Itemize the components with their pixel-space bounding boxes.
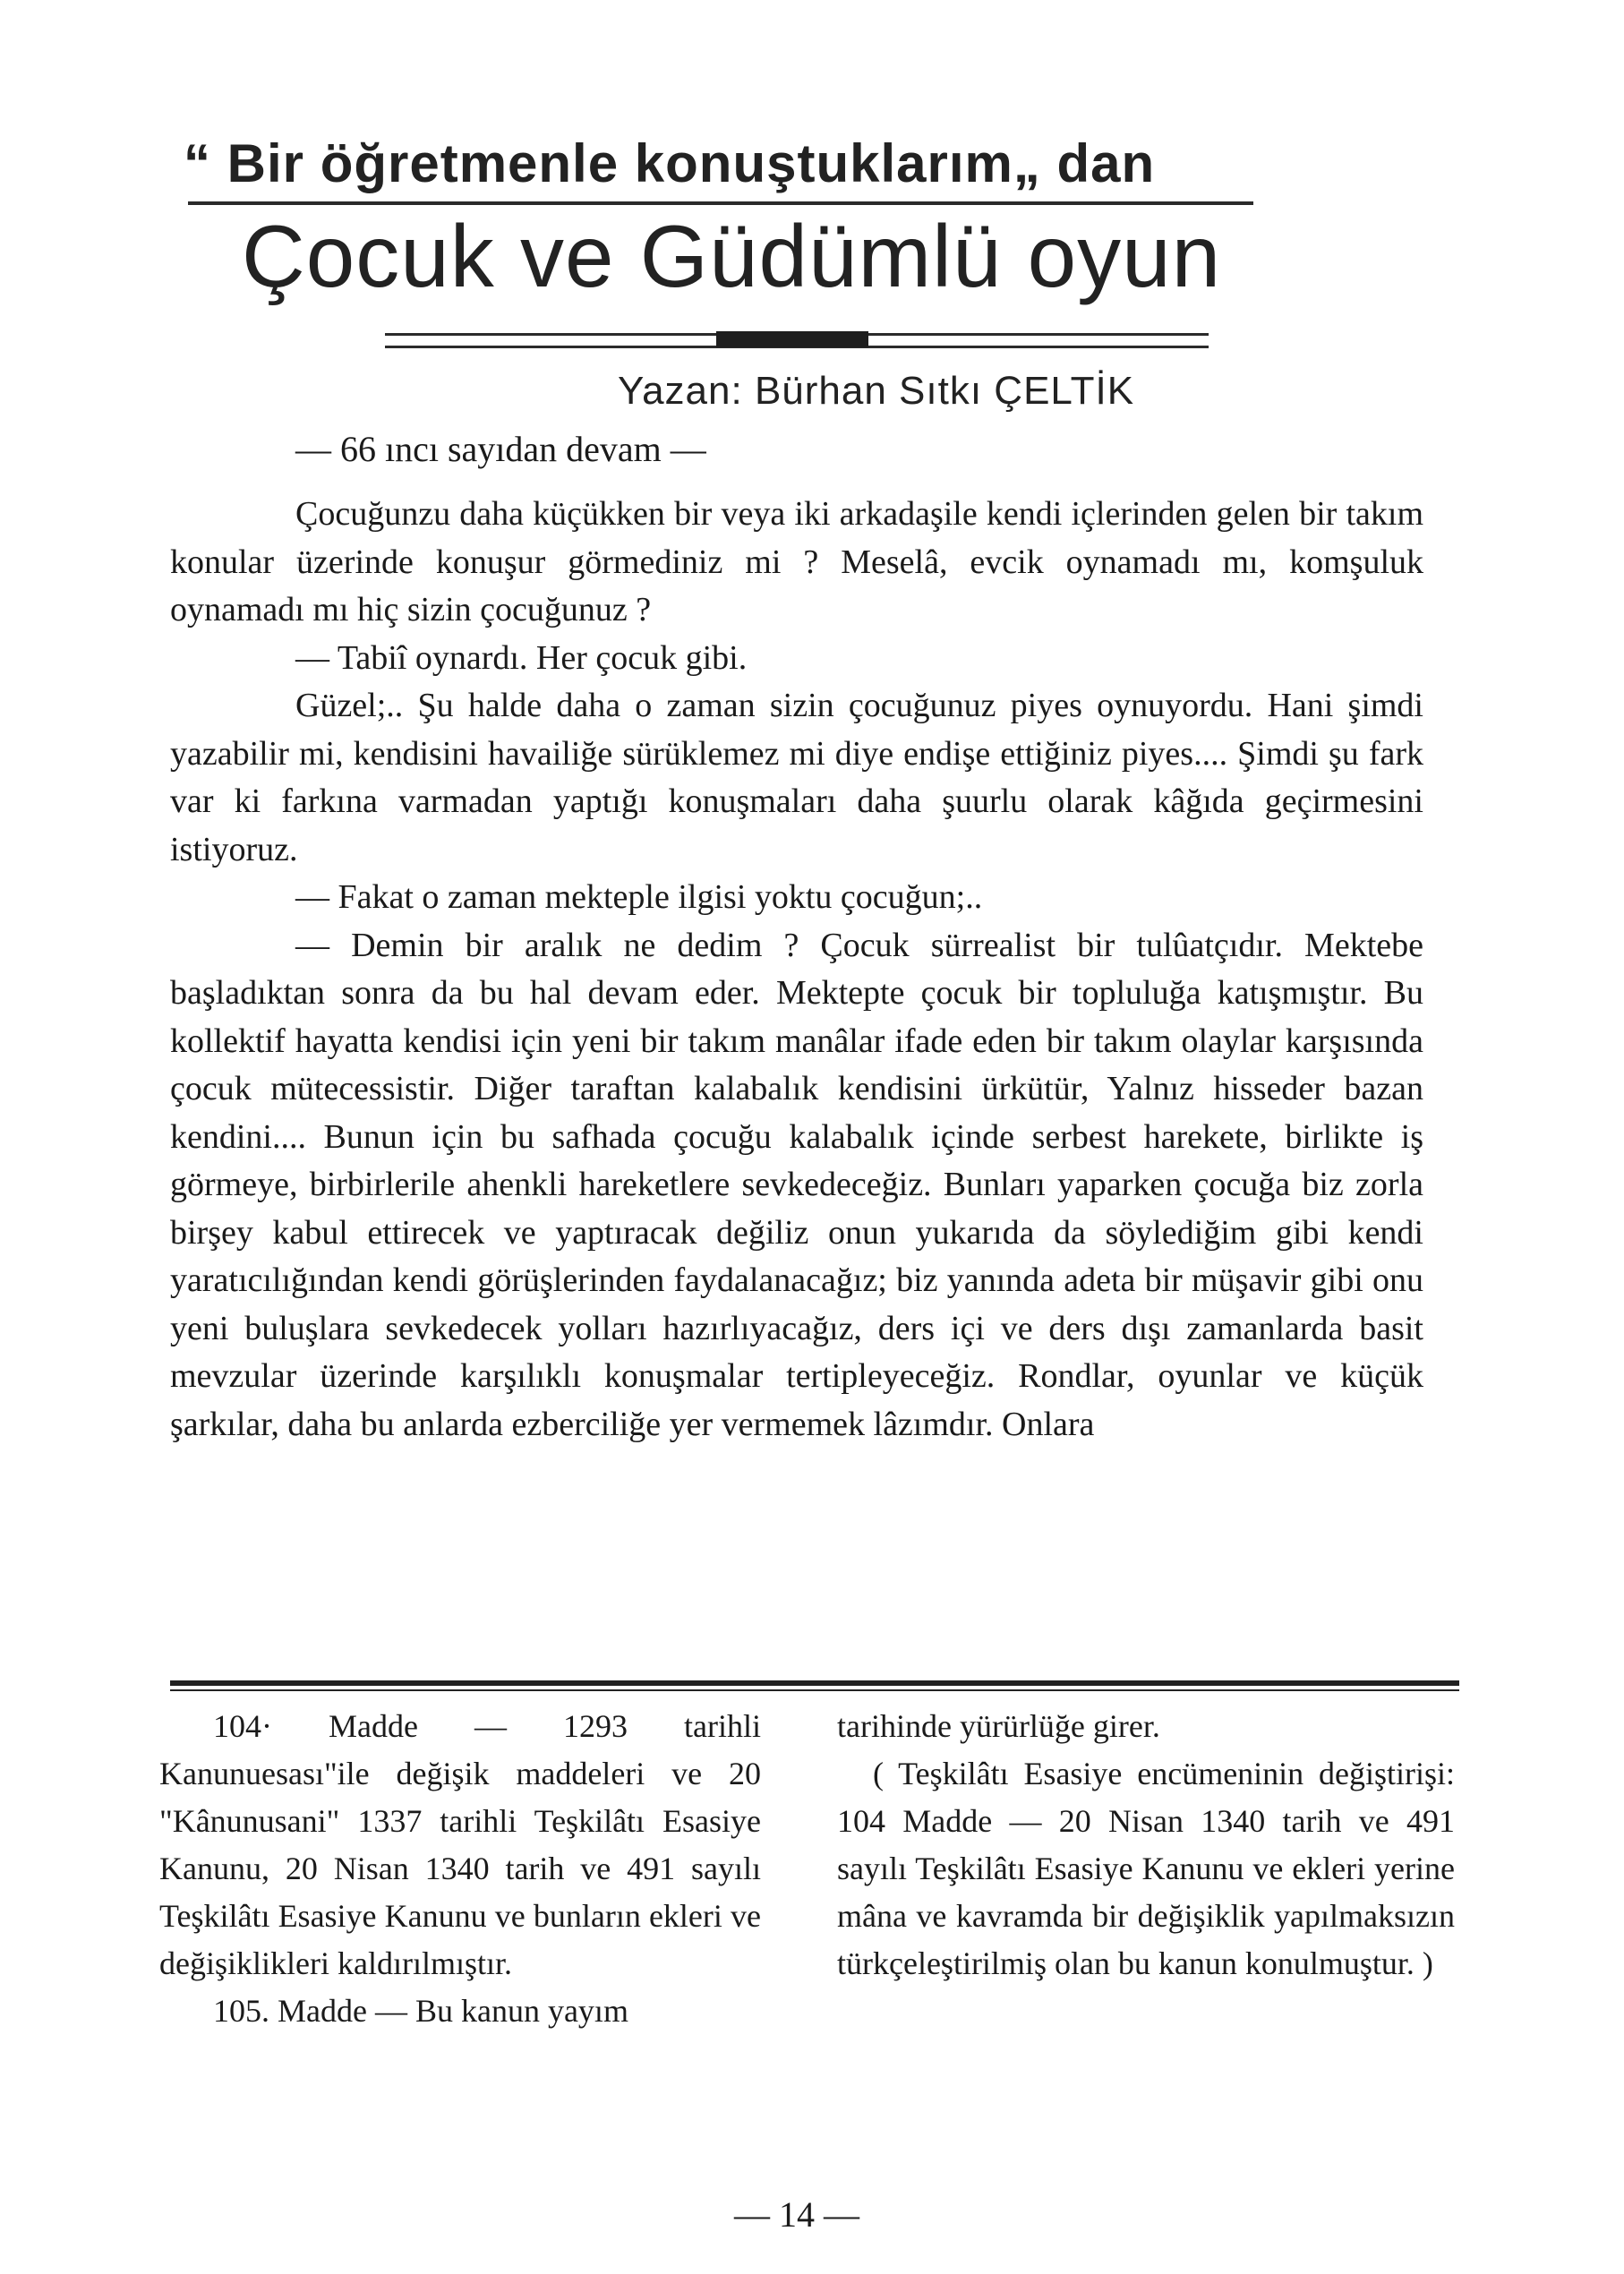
title-rule-ornament (716, 331, 868, 347)
article-body (170, 491, 1423, 1449)
series-title: “ Bir öğretmenle konuştuklarım„ dan (184, 133, 1156, 193)
footnote-separator-thin (170, 1689, 1459, 1691)
footnote-paragraph: tarihinde yürürlüğe girer. (837, 1708, 1160, 1744)
continued-note: — 66 ıncı sayıdan devam — (295, 429, 706, 469)
footnote-right-column (837, 1703, 1455, 1988)
footnote-paragraph: 105. Madde — Bu kanun yayım (213, 1993, 628, 2029)
footnote-left-column (159, 1703, 761, 2035)
body-paragraph: — Fakat o zaman mekteple ilgisi yoktu çocuğun;.. (295, 878, 983, 916)
page-number: — 14 — (734, 2194, 859, 2235)
body-paragraph: — Tabiî oynardı. Her çocuk gibi. (295, 638, 748, 677)
title-rule (188, 201, 1253, 205)
body-paragraph: — Demin bir aralık ne dedim ? Çocuk sürrealist bir tulûatçıdır. Mektebe başladıktan sonra da bu hal devam eder. Mektepte çocuk bir topluluğa katışmıştır. Bu kollektif hayatta kendisi için yeni bir takım manâlar ifade eden bir takım olaylar karşısında çocuk mütecessistir. Diğer taraftan kalabalık kendisini ürkütür, Yalnız hisseder bazan kendini.... Bunun için bu safhada çocuğu kalabalık içinde serbest harekete, birlikte iş görmeye, birbirlerile ahenkli hareketlere sevkedeceğiz. Bunları yaparken çocuğa biz zorla birşey kabul ettirecek ve yaptıracak değiliz onun yukarıda da söylediğim gibi kendi yaratıcılığından kendi görüşlerinden faydalanacağız; biz yanında adeta bir müşavir gibi onu yeni buluşlara sevkedecek yolları hazırlıyacağız, ders içi ve ders dışı zamanlarda basit mevzular üzerinde karşılıklı konuşmalar tertipleyeceğiz. Rondlar, oyunlar ve küçük şarkılar, daha bu anlarda ezberciliğe yer vermemek lâzımdır. Onlara (170, 926, 1423, 1443)
body-paragraph: Güzel;.. Şu halde daha o zaman sizin çocuğunuz piyes oynuyordu. Hani şimdi yazabilir mi, kendisini havailiğe sürüklemez mi diye endişe ettiğiniz piyes.... Şimdi şu fark var ki farkına varmadan yaptığı konuşmaları daha şuurlu olarak kâğıda geçirmesini istiyoruz. (170, 687, 1423, 868)
body-paragraph: Çocuğunzu daha küçükken bir veya iki arkadaşile kendi içlerinden gelen bir takım konular üzerinde konuşur görmediniz mi ? Meselâ, evcik oynamadı mı, komşuluk oynamadı mı hiç sizin çocuğunuz ? (170, 495, 1423, 628)
footnote-separator-thick (170, 1680, 1459, 1686)
author-line: Yazan: Bürhan Sıtkı ÇELTİK (618, 369, 1135, 413)
footnote-paragraph: 104· Madde — 1293 tarihli Kanunuesası"ile değişik maddeleri ve 20 "Kânunusani" 1337 tarihli Teşkilâtı Esasiye Kanunu, 20 Nisan 1340 tarih ve 491 sayılı Teşkilâtı Esasiye Kanunu ve bunların ekleri ve değişiklikleri kaldırılmıştır. (159, 1708, 761, 1981)
footnote-paragraph: ( Teşkilâtı Esasiye encümeninin değiştirişi: 104 Madde — 20 Nisan 1340 tarih ve 491 sayılı Teşkilâtı Esasiye Kanunu ve ekleri yerine mâna ve kavramda bir değişiklik yapılmaksızın türkçeleştirilmiş olan bu kanun konulmuştur. ) (837, 1756, 1455, 1981)
article-title: Çocuk ve Güdümlü oyun (242, 207, 1222, 305)
